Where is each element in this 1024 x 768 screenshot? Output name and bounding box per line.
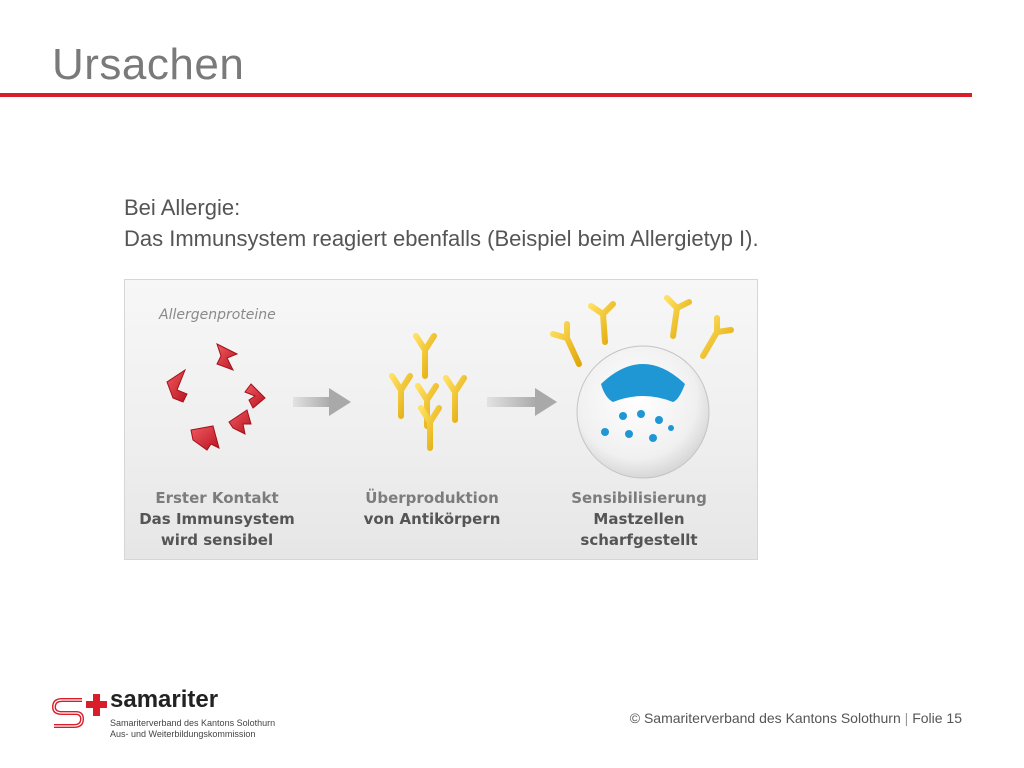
footer-separator: |	[904, 710, 909, 726]
stage-3-caption	[533, 488, 745, 551]
logo-subtitle-line-2: Aus- und Weiterbildungskommission	[110, 729, 256, 739]
allergen-protein-icon	[217, 344, 237, 370]
stage-1-heading: Erster Kontakt	[155, 489, 279, 507]
arrow-icon	[293, 388, 351, 416]
title-divider	[0, 93, 972, 97]
stage-2-line-1: von Antikörpern	[363, 510, 501, 528]
body-line-2: Das Immunsystem reagiert ebenfalls (Beispiel beim Allergietyp I).	[124, 226, 759, 251]
allergen-protein-group	[167, 344, 265, 450]
footer-copyright: © Samariterverband des Kantons Solothurn	[629, 710, 901, 726]
antibody-icon	[392, 376, 410, 416]
antibody-icon	[591, 304, 613, 342]
allergen-protein-icon	[245, 384, 265, 408]
samariter-logo-icon	[52, 688, 110, 732]
mast-cell-icon	[577, 346, 709, 478]
antibody-group	[392, 336, 464, 448]
allergen-protein-icon	[229, 410, 251, 434]
stage-1-line-2: wird sensibel	[160, 531, 274, 549]
stage-2-caption	[347, 488, 517, 530]
allergen-protein-icon	[167, 370, 187, 402]
stage-1-caption	[137, 488, 297, 551]
stage-3-line-1: Mastzellen scharfgestellt	[580, 510, 698, 549]
allergen-label: Allergenproteine	[159, 307, 276, 323]
slide-title: Ursachen	[52, 40, 245, 89]
slide-number: Folie 15	[912, 710, 962, 726]
stage-3-heading: Sensibilisierung	[571, 489, 707, 507]
antibody-icon	[553, 324, 579, 364]
arrow-icon	[487, 388, 557, 416]
allergen-protein-icon	[191, 426, 219, 450]
antibody-icon	[667, 298, 689, 336]
antibody-icon	[416, 336, 434, 376]
body-line-1: Bei Allergie:	[124, 195, 241, 220]
stage-1-line-1: Das Immunsystem	[139, 510, 295, 528]
logo-wordmark: samariter	[110, 686, 219, 713]
logo-subtitle	[110, 718, 275, 740]
allergy-diagram	[124, 279, 758, 560]
logo-subtitle-line-1: Samariterverband des Kantons Solothurn	[110, 718, 276, 728]
antibody-icon	[703, 318, 731, 356]
slide-body	[124, 192, 759, 254]
slide-footer	[630, 710, 962, 726]
antibody-icon	[446, 378, 464, 420]
stage-2-heading: Überproduktion	[365, 489, 499, 507]
